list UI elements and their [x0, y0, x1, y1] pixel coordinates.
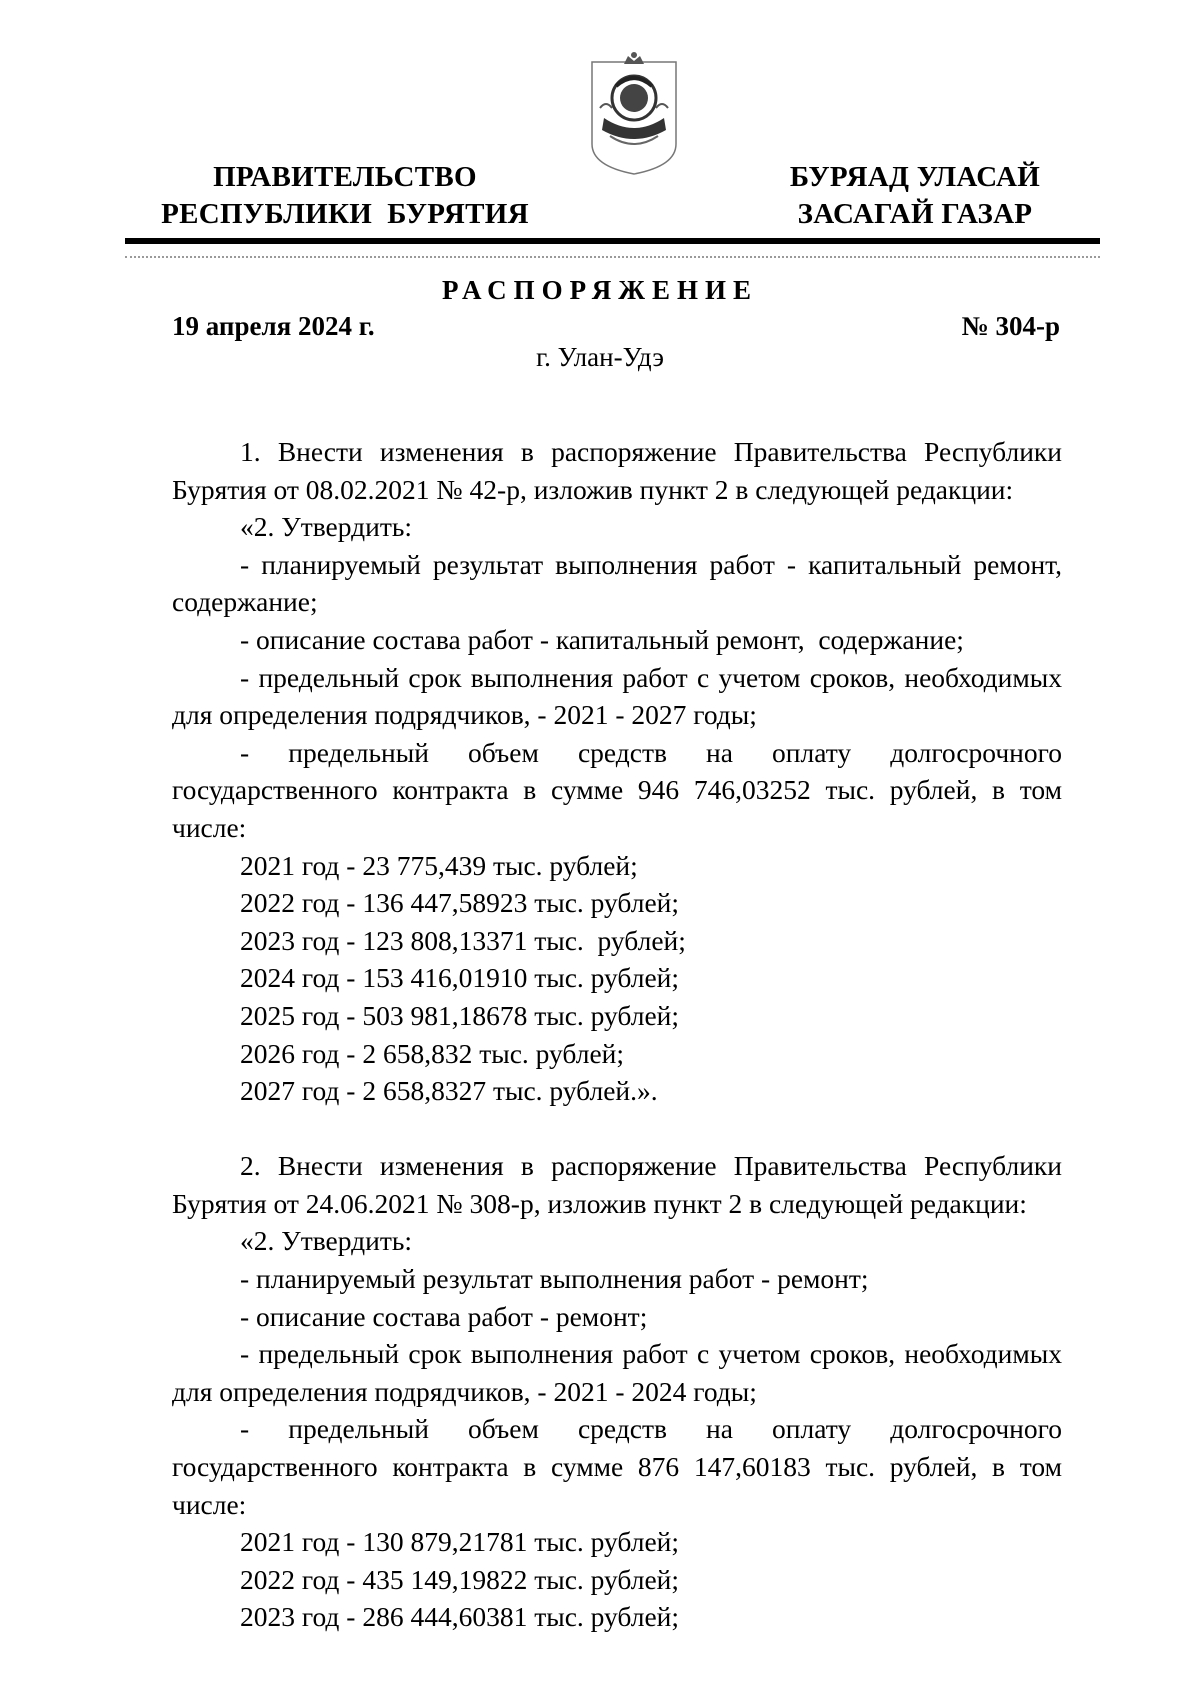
header-right [755, 159, 1075, 233]
document-number: № 304-р [961, 311, 1060, 341]
header-right-line2: ЗАСАГАЙ ГАЗАР [797, 198, 1033, 230]
header-left [155, 159, 535, 233]
section1-year: 2022 год - 136 447,58923 тыс. рублей; [240, 887, 680, 919]
section1-year: 2026 год - 2 658,832 тыс. рублей; [240, 1037, 625, 1069]
section2-funds: - предельный объем средств на оплату долгосрочного государственного контракта в сумме 876 147,60183 тыс. рублей, в том числе: [172, 1413, 1062, 1520]
header-left-line2: РЕСПУБЛИКИ БУРЯТИЯ [161, 198, 529, 230]
section1-intro: 1. Внести изменения в распоряжение Правительства Республики Бурятия от 08.02.2021 № 42-р, изложив пункт 2 в следующей редакции: [172, 436, 1062, 505]
section1-year: 2023 год - 123 808,13371 тыс. рублей; [240, 924, 686, 956]
section1-composition: - описание состава работ - капитальный ремонт, содержание; [240, 623, 964, 655]
coat-of-arms-icon [586, 48, 682, 176]
section1-result: - планируемый результат выполнения работ - капитальный ремонт, содержание; [172, 548, 1062, 618]
paragraph-gap [172, 1110, 1062, 1148]
section2-year: 2022 год - 435 149,19822 тыс. рублей; [240, 1563, 680, 1595]
header-left-line1: ПРАВИТЕЛЬСТВО [213, 161, 477, 193]
header-divider [125, 238, 1100, 244]
section2-result: - планируемый результат выполнения работ - ремонт; [240, 1263, 869, 1295]
header-right-line1: БУРЯАД УЛАСАЙ [789, 161, 1041, 193]
document-city: г. Улан-Удэ [536, 342, 664, 372]
section1-year: 2024 год - 153 416,01910 тыс. рублей; [240, 962, 680, 994]
header-divider-dotted [125, 256, 1100, 258]
section1-deadline: - предельный срок выполнения работ с учетом сроков, необходимых для определения подрядчиков, - 2021 - 2027 годы; [172, 661, 1062, 731]
section2-year: 2023 год - 286 444,60381 тыс. рублей; [240, 1601, 680, 1633]
document-body [172, 433, 1062, 1636]
section1-year: 2021 год - 23 775,439 тыс. рублей; [240, 849, 638, 881]
section2-year: 2021 год - 130 879,21781 тыс. рублей; [240, 1526, 680, 1558]
section1-year: 2025 год - 503 981,18678 тыс. рублей; [240, 999, 680, 1031]
document-date: 19 апреля 2024 г. [172, 311, 375, 341]
section1-funds: - предельный объем средств на оплату долгосрочного государственного контракта в сумме 946 746,03252 тыс. рублей, в том числе: [172, 736, 1062, 843]
section1-approve: «2. Утвердить: [240, 511, 413, 543]
section2-approve: «2. Утвердить: [240, 1225, 413, 1257]
section1-year: 2027 год - 2 658,8327 тыс. рублей.». [240, 1075, 658, 1107]
section2-deadline: - предельный срок выполнения работ с учетом сроков, необходимых для определения подрядчиков, - 2021 - 2024 годы; [172, 1338, 1062, 1407]
section2-composition: - описание состава работ - ремонт; [240, 1300, 648, 1332]
document-title: РАСПОРЯЖЕНИЕ [441, 275, 759, 305]
section2-intro: 2. Внести изменения в распоряжение Правительства Республики Бурятия от 24.06.2021 № 308-р, изложив пункт 2 в следующей редакции: [172, 1150, 1062, 1219]
